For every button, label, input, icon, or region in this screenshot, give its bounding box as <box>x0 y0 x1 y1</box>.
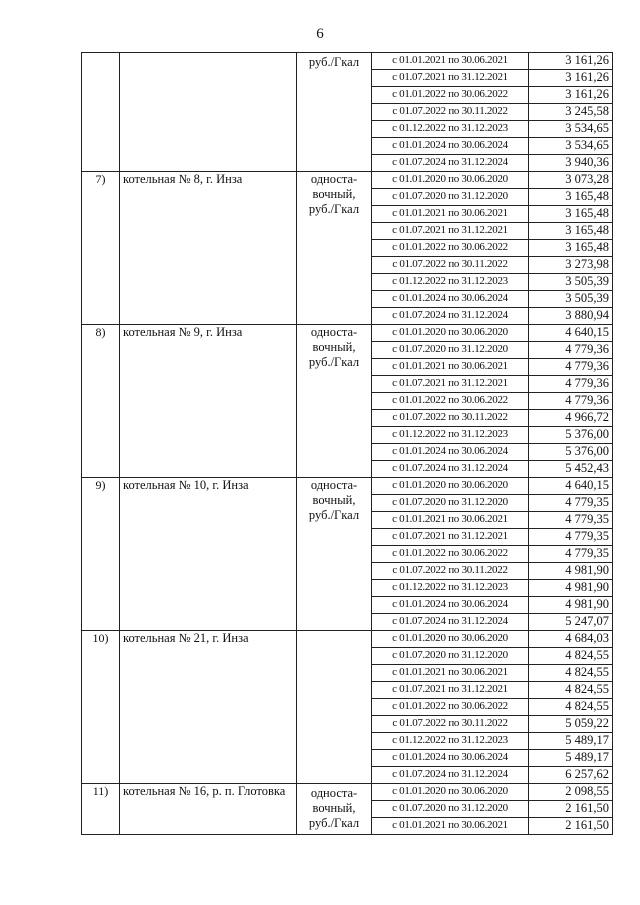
tariff-period: с 01.12.2022 по 31.12.2023 <box>372 733 529 750</box>
tariff-period: с 01.01.2020 по 30.06.2020 <box>372 325 529 342</box>
tariff-value: 4 779,35 <box>529 529 613 546</box>
tariff-period: с 01.01.2021 по 30.06.2021 <box>372 818 529 835</box>
tariff-period: с 01.01.2021 по 30.06.2021 <box>372 359 529 376</box>
table-row <box>82 53 613 70</box>
tariff-table-body <box>82 53 613 835</box>
tariff-unit: руб./Гкал <box>297 53 372 172</box>
tariff-period: с 01.07.2022 по 30.11.2022 <box>372 104 529 121</box>
tariff-period: с 01.12.2022 по 31.12.2023 <box>372 121 529 138</box>
tariff-value: 4 824,55 <box>529 682 613 699</box>
tariff-period: с 01.07.2024 по 31.12.2024 <box>372 155 529 172</box>
tariff-value: 3 273,98 <box>529 257 613 274</box>
tariff-value: 4 981,90 <box>529 580 613 597</box>
item-number: 9) <box>82 478 120 631</box>
tariff-value: 4 640,15 <box>529 478 613 495</box>
tariff-value: 3 165,48 <box>529 189 613 206</box>
tariff-value: 4 779,35 <box>529 512 613 529</box>
tariff-value: 3 165,48 <box>529 223 613 240</box>
tariff-value: 4 824,55 <box>529 699 613 716</box>
tariff-period: с 01.01.2020 по 30.06.2020 <box>372 784 529 801</box>
tariff-value: 3 534,65 <box>529 121 613 138</box>
boiler-name <box>120 53 297 172</box>
tariff-unit <box>297 631 372 784</box>
tariff-value: 2 161,50 <box>529 818 613 835</box>
tariff-period: с 01.01.2022 по 30.06.2022 <box>372 240 529 257</box>
table-row <box>82 784 613 801</box>
tariff-period: с 01.07.2021 по 31.12.2021 <box>372 70 529 87</box>
tariff-period: с 01.07.2020 по 31.12.2020 <box>372 648 529 665</box>
tariff-period: с 01.01.2021 по 30.06.2021 <box>372 53 529 70</box>
tariff-period: с 01.01.2022 по 30.06.2022 <box>372 699 529 716</box>
tariff-period: с 01.07.2024 по 31.12.2024 <box>372 461 529 478</box>
tariff-value: 3 161,26 <box>529 70 613 87</box>
tariff-value: 3 505,39 <box>529 291 613 308</box>
tariff-period: с 01.01.2021 по 30.06.2021 <box>372 206 529 223</box>
table-row <box>82 478 613 495</box>
tariff-period: с 01.12.2022 по 31.12.2023 <box>372 580 529 597</box>
tariff-period: с 01.12.2022 по 31.12.2023 <box>372 274 529 291</box>
page-number: 6 <box>316 26 324 42</box>
tariff-value: 4 981,90 <box>529 597 613 614</box>
boiler-name: котельная № 16, р. п. Глотовка <box>120 784 297 835</box>
tariff-value: 4 684,03 <box>529 631 613 648</box>
tariff-unit: односта-вочный, руб./Гкал <box>297 172 372 325</box>
tariff-period: с 01.07.2020 по 31.12.2020 <box>372 189 529 206</box>
tariff-period: с 01.01.2020 по 30.06.2020 <box>372 478 529 495</box>
tariff-period: с 01.01.2024 по 30.06.2024 <box>372 138 529 155</box>
tariff-value: 5 489,17 <box>529 733 613 750</box>
tariff-period: с 01.01.2021 по 30.06.2021 <box>372 665 529 682</box>
boiler-name: котельная № 10, г. Инза <box>120 478 297 631</box>
tariff-period: с 01.07.2022 по 30.11.2022 <box>372 563 529 580</box>
tariff-value: 4 640,15 <box>529 325 613 342</box>
tariff-period: с 01.01.2024 по 30.06.2024 <box>372 444 529 461</box>
table-row <box>82 172 613 189</box>
tariff-value: 3 073,28 <box>529 172 613 189</box>
item-number <box>82 53 120 172</box>
tariff-value: 5 059,22 <box>529 716 613 733</box>
tariff-value: 4 779,36 <box>529 359 613 376</box>
tariff-value: 5 376,00 <box>529 427 613 444</box>
tariff-period: с 01.01.2024 по 30.06.2024 <box>372 291 529 308</box>
tariff-value: 4 779,35 <box>529 546 613 563</box>
tariff-period: с 01.01.2024 по 30.06.2024 <box>372 597 529 614</box>
tariff-table <box>81 52 613 835</box>
tariff-period: с 01.07.2020 по 31.12.2020 <box>372 495 529 512</box>
tariff-period: с 01.01.2022 по 30.06.2022 <box>372 87 529 104</box>
tariff-value: 2 098,55 <box>529 784 613 801</box>
tariff-period: с 01.01.2022 по 30.06.2022 <box>372 546 529 563</box>
tariff-value: 5 247,07 <box>529 614 613 631</box>
item-number: 10) <box>82 631 120 784</box>
tariff-value: 3 165,48 <box>529 240 613 257</box>
tariff-period: с 01.07.2024 по 31.12.2024 <box>372 308 529 325</box>
tariff-value: 4 981,90 <box>529 563 613 580</box>
tariff-value: 4 824,55 <box>529 665 613 682</box>
tariff-period: с 01.01.2024 по 30.06.2024 <box>372 750 529 767</box>
tariff-period: с 01.07.2020 по 31.12.2020 <box>372 801 529 818</box>
tariff-period: с 01.01.2021 по 30.06.2021 <box>372 512 529 529</box>
tariff-unit: односта-вочный, руб./Гкал <box>297 325 372 478</box>
tariff-value: 4 966,72 <box>529 410 613 427</box>
tariff-value: 4 824,55 <box>529 648 613 665</box>
tariff-period: с 01.01.2020 по 30.06.2020 <box>372 172 529 189</box>
tariff-period: с 01.07.2022 по 30.11.2022 <box>372 410 529 427</box>
tariff-value: 6 257,62 <box>529 767 613 784</box>
item-number: 11) <box>82 784 120 835</box>
tariff-value: 4 779,36 <box>529 376 613 393</box>
tariff-value: 2 161,50 <box>529 801 613 818</box>
tariff-value: 5 489,17 <box>529 750 613 767</box>
boiler-name: котельная № 9, г. Инза <box>120 325 297 478</box>
table-row <box>82 631 613 648</box>
tariff-value: 5 376,00 <box>529 444 613 461</box>
tariff-value: 3 161,26 <box>529 53 613 70</box>
tariff-unit: односта-вочный, руб./Гкал <box>297 784 372 835</box>
tariff-period: с 01.07.2021 по 31.12.2021 <box>372 682 529 699</box>
tariff-value: 4 779,36 <box>529 342 613 359</box>
boiler-name: котельная № 21, г. Инза <box>120 631 297 784</box>
tariff-value: 3 161,26 <box>529 87 613 104</box>
tariff-value: 5 452,43 <box>529 461 613 478</box>
tariff-period: с 01.01.2022 по 30.06.2022 <box>372 393 529 410</box>
table-row <box>82 325 613 342</box>
boiler-name: котельная № 8, г. Инза <box>120 172 297 325</box>
tariff-value: 4 779,35 <box>529 495 613 512</box>
tariff-value: 3 505,39 <box>529 274 613 291</box>
tariff-period: с 01.07.2020 по 31.12.2020 <box>372 342 529 359</box>
item-number: 7) <box>82 172 120 325</box>
tariff-value: 3 940,36 <box>529 155 613 172</box>
tariff-period: с 01.12.2022 по 31.12.2023 <box>372 427 529 444</box>
item-number: 8) <box>82 325 120 478</box>
tariff-period: с 01.07.2024 по 31.12.2024 <box>372 767 529 784</box>
tariff-period: с 01.07.2021 по 31.12.2021 <box>372 529 529 546</box>
tariff-value: 4 779,36 <box>529 393 613 410</box>
tariff-period: с 01.07.2024 по 31.12.2024 <box>372 614 529 631</box>
tariff-period: с 01.07.2021 по 31.12.2021 <box>372 223 529 240</box>
tariff-value: 3 534,65 <box>529 138 613 155</box>
tariff-period: с 01.07.2022 по 30.11.2022 <box>372 257 529 274</box>
tariff-period: с 01.07.2021 по 31.12.2021 <box>372 376 529 393</box>
tariff-unit: односта-вочный, руб./Гкал <box>297 478 372 631</box>
tariff-value: 3 245,58 <box>529 104 613 121</box>
tariff-period: с 01.07.2022 по 30.11.2022 <box>372 716 529 733</box>
tariff-period: с 01.01.2020 по 30.06.2020 <box>372 631 529 648</box>
tariff-value: 3 880,94 <box>529 308 613 325</box>
tariff-value: 3 165,48 <box>529 206 613 223</box>
